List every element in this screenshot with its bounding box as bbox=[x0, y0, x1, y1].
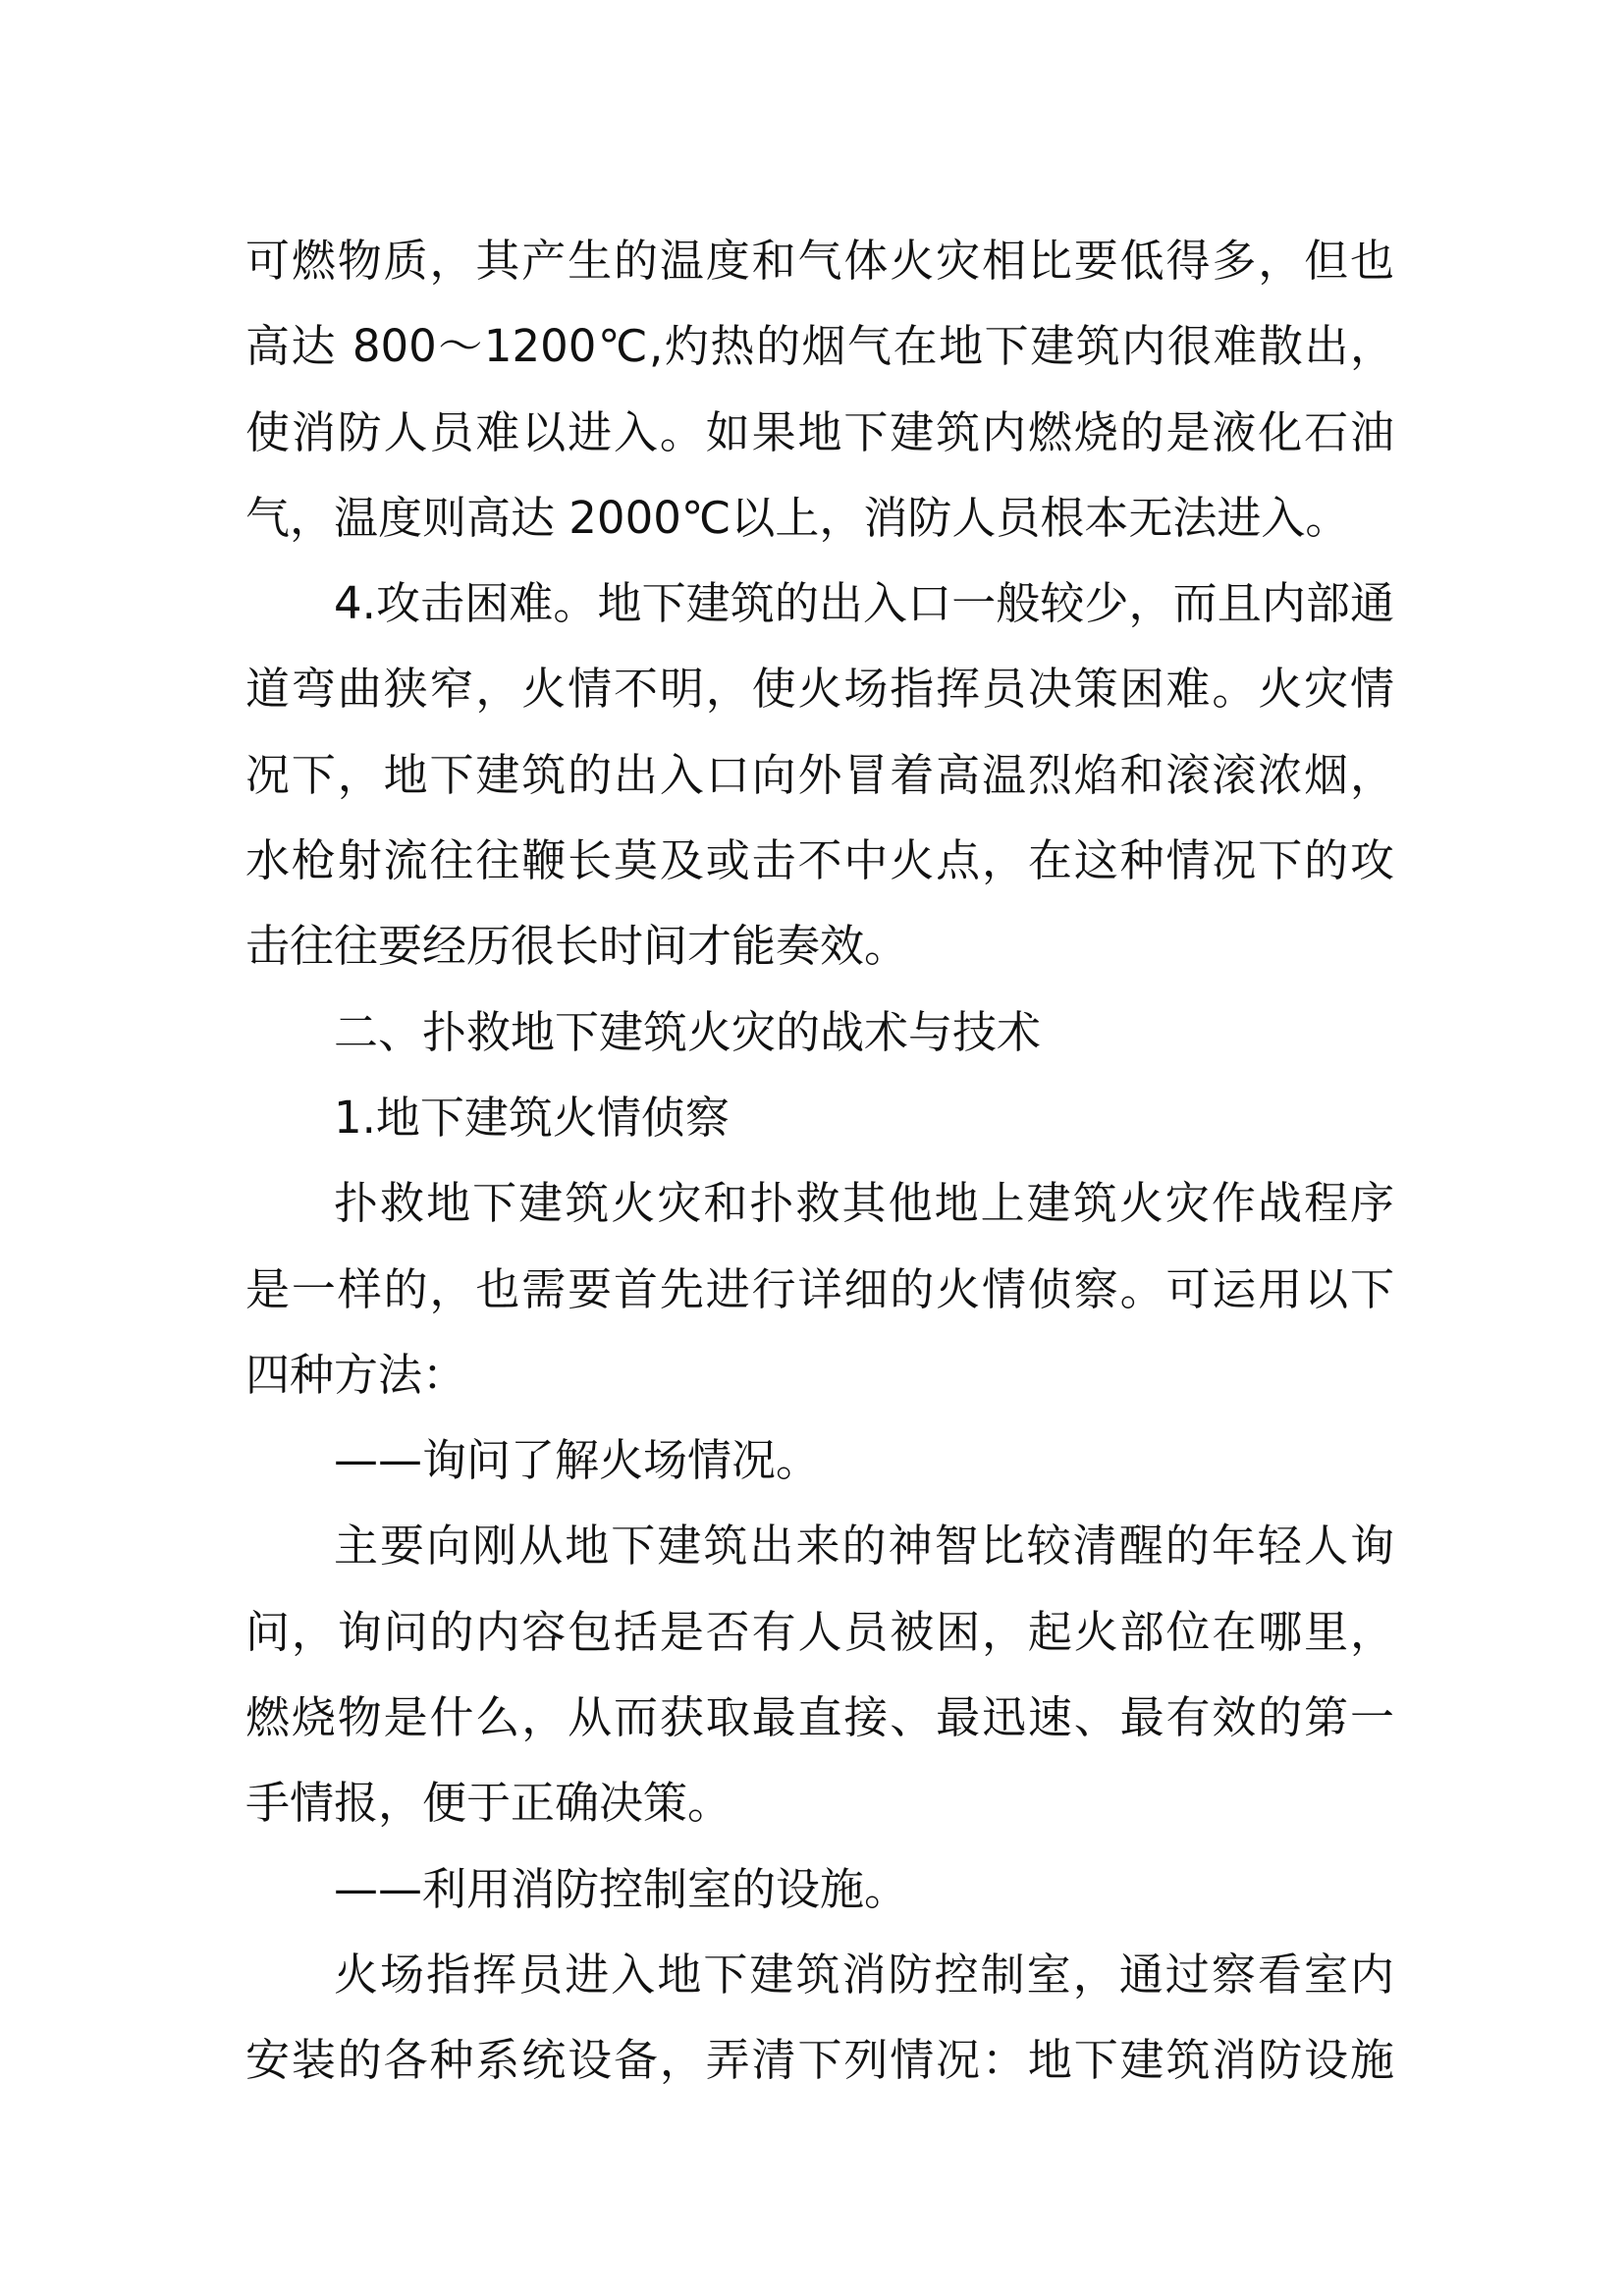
subsection-heading: 1.地下建筑火情侦察 bbox=[334, 1091, 730, 1144]
text-line: 是一样的，也需要首先进行详细的火情侦察。可运用以下 bbox=[245, 1262, 1394, 1315]
text-line: 况下，地下建筑的出入口向外冒着高温烈焰和滚滚浓烟， bbox=[245, 748, 1394, 801]
document-body bbox=[245, 218, 1394, 2104]
text-line: 道弯曲狭窄，火情不明，使火场指挥员决策困难。火灾情 bbox=[245, 663, 1394, 716]
text-line: 气，温度则高达 2000℃以上，消防人员根本无法进入。 bbox=[245, 491, 1350, 544]
paragraph-start-line: 主要向刚从地下建筑出来的神智比较清醒的年轻人询 bbox=[334, 1520, 1394, 1573]
paragraph-start-line: 4.攻击困难。地下建筑的出入口一般较少，而且内部通 bbox=[334, 577, 1394, 630]
paragraph-start-line: 扑救地下建筑火灾和扑救其他地上建筑火灾作战程序 bbox=[334, 1177, 1394, 1230]
text-line: 四种方法： bbox=[245, 1348, 467, 1401]
text-line: 燃烧物是什么，从而获取最直接、最迅速、最有效的第一 bbox=[245, 1691, 1394, 1744]
text-line: 安装的各种系统设备，弄清下列情况：地下建筑消防设施 bbox=[245, 2034, 1394, 2087]
text-line: 手情报，便于正确决策。 bbox=[245, 1777, 732, 1830]
text-line: 使消防人员难以进入。如果地下建筑内燃烧的是液化石油 bbox=[245, 405, 1394, 458]
paragraph-start-line: 火场指挥员进入地下建筑消防控制室，通过察看室内 bbox=[334, 1948, 1394, 2001]
text-line: 问，询问的内容包括是否有人员被困，起火部位在哪里， bbox=[245, 1605, 1394, 1658]
text-line: 可燃物质，其产生的温度和气体火灾相比要低得多，但也 bbox=[245, 235, 1394, 287]
method-heading: ——询问了解火场情况。 bbox=[334, 1434, 821, 1487]
text-line: 击往往要经历很长时间才能奏效。 bbox=[245, 920, 909, 973]
text-line: 水枪射流往往鞭长莫及或击不中火点，在这种情况下的攻 bbox=[245, 834, 1394, 887]
section-heading: 二、扑救地下建筑火灾的战术与技术 bbox=[334, 1005, 1042, 1058]
method-heading: ——利用消防控制室的设施。 bbox=[334, 1862, 909, 1915]
text-line: 高达 800～1200℃,灼热的烟气在地下建筑内很难散出， bbox=[245, 320, 1394, 373]
